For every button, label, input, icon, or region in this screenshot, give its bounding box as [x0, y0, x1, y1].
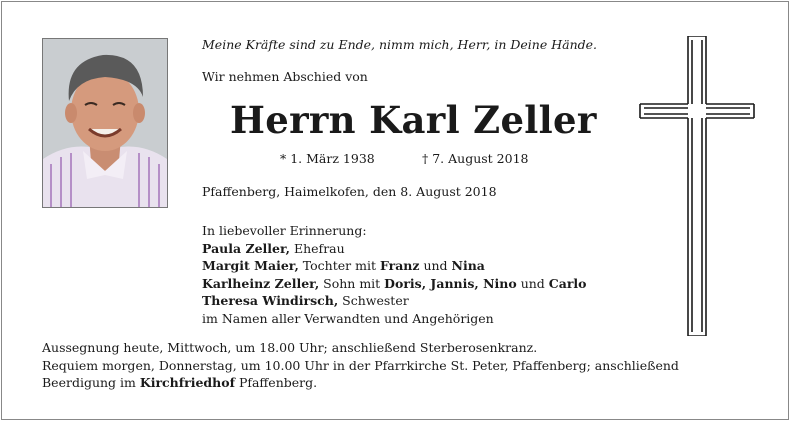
place-date: Pfaffenberg, Haimelkofen, den 8. August 2018 [202, 184, 497, 199]
mourner-line [202, 275, 587, 293]
deceased-name: Herrn Karl Zeller [230, 98, 597, 142]
birth-date: * 1. März 1938 [280, 151, 375, 166]
memory-closing: im Namen aller Verwandten und Angehörigen [202, 310, 494, 326]
mourner-relation: Tochter mit [298, 258, 380, 273]
cross-icon [632, 36, 762, 336]
mourner-line [202, 257, 587, 275]
portrait-photo [42, 38, 168, 208]
mourner-relation: Sohn mit [319, 275, 385, 291]
memory-block [202, 222, 587, 327]
connector: und [419, 258, 452, 273]
service-info [42, 339, 679, 392]
mourner-name: Paula Zeller, [202, 240, 291, 256]
obituary-notice [1, 1, 789, 420]
service-text: Beerdigung im [42, 375, 140, 390]
intro-text: Wir nehmen Abschied von [202, 69, 368, 84]
relative-name: Franz [379, 258, 420, 273]
mourner-name: Theresa Windirsch, [202, 293, 339, 308]
service-line: Requiem morgen, Donnerstag, um 10.00 Uhr in der Pfarrkirche St. Peter, Pfaffenberg; anschließend [42, 357, 679, 373]
relative-name: Doris, Jannis, Nino [384, 275, 517, 291]
death-date: † 7. August 2018 [422, 151, 529, 166]
service-line [42, 374, 679, 392]
service-text: Pfaffenberg. [234, 375, 318, 390]
service-line: Aussegnung heute, Mittwoch, um 18.00 Uhr; anschließend Sterberosenkranz. [42, 340, 538, 355]
connector: und [516, 275, 549, 291]
relative-name: Carlo [548, 275, 587, 291]
mourner-line [202, 292, 587, 310]
mourner-line [202, 240, 587, 258]
mourner-name: Margit Maier, [202, 258, 299, 273]
mourner-name: Karlheinz Zeller, [202, 275, 320, 291]
cemetery-name: Kirchfriedhof [139, 375, 235, 390]
relative-name: Nina [451, 258, 485, 273]
portrait-image [43, 39, 167, 207]
mourner-relation: Schwester [338, 293, 409, 308]
memory-heading: In liebevoller Erinnerung: [202, 223, 367, 238]
motto: Meine Kräfte sind zu Ende, nimm mich, Herr, in Deine Hände. [202, 37, 598, 52]
mourner-relation: Ehefrau [290, 240, 345, 256]
